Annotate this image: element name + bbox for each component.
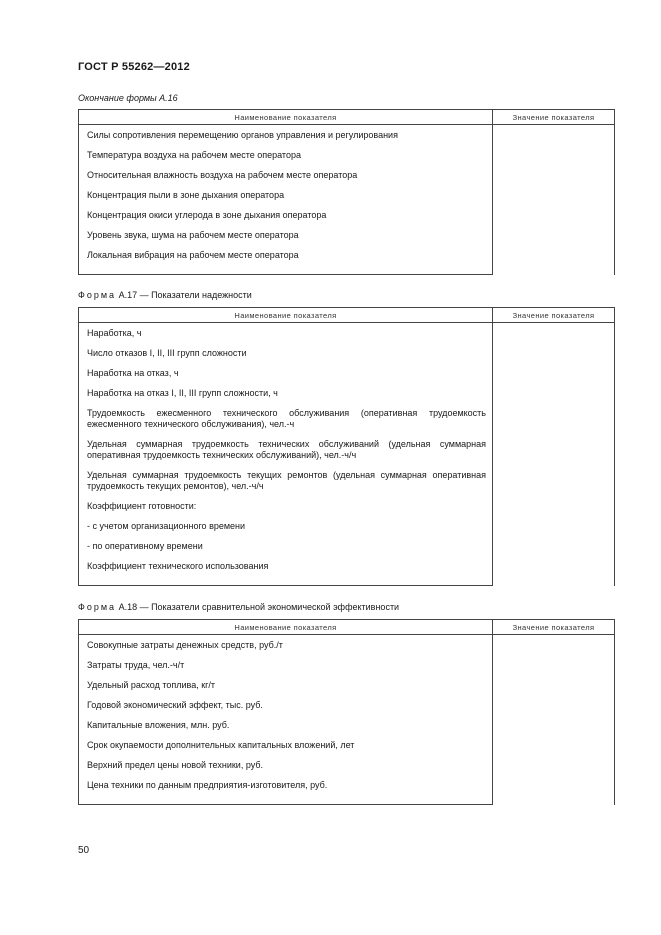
table-row xyxy=(79,125,615,151)
indicator-name: Коэффициент технического использования xyxy=(79,561,493,586)
table3-header-name: Наименование показателя xyxy=(79,620,493,635)
indicator-name: Совокупные затраты денежных средств, руб./т xyxy=(79,635,493,661)
table2-header-value: Значение показателя xyxy=(493,308,615,323)
form-label: Форма xyxy=(78,602,117,612)
indicator-name: Наработка на отказ I, II, III групп сложности, ч xyxy=(79,388,493,408)
indicator-name: Число отказов I, II, III групп сложности xyxy=(79,348,493,368)
indicator-name: Годовой экономический эффект, тыс. руб. xyxy=(79,700,493,720)
table3-caption xyxy=(78,602,399,612)
indicator-name: Верхний предел цены новой техники, руб. xyxy=(79,760,493,780)
indicator-value-cell xyxy=(493,635,615,805)
table1-header-name: Наименование показателя xyxy=(79,110,493,125)
indicator-name: Трудоемкость ежесменного технического обслуживания (оперативная трудоемкость ежесменного технического обслуживания), чел.-ч xyxy=(79,408,493,439)
indicator-name: Срок окупаемости дополнительных капитальных вложений, лет xyxy=(79,740,493,760)
standard-code: ГОСТ Р 55262—2012 xyxy=(78,61,190,73)
table-row xyxy=(79,635,615,661)
table1-header-value: Значение показателя xyxy=(493,110,615,125)
indicator-name: Температура воздуха на рабочем месте оператора xyxy=(79,150,493,170)
page-number: 50 xyxy=(78,845,90,856)
indicator-name: Наработка на отказ, ч xyxy=(79,368,493,388)
indicator-name: Концентрация окиси углерода в зоне дыхания оператора xyxy=(79,210,493,230)
indicator-name: Локальная вибрация на рабочем месте оператора xyxy=(79,250,493,275)
indicator-name: Удельная суммарная трудоемкость текущих ремонтов (удельная суммарная оперативная трудоемкость текущих ремонтов), чел.-ч/ч xyxy=(79,470,493,501)
indicator-name: Удельный расход топлива, кг/т xyxy=(79,680,493,700)
indicator-name: Удельная суммарная трудоемкость технических обслуживаний (удельная суммарная оперативная трудоемкость технических обслуживаний), чел.-ч/ч xyxy=(79,439,493,470)
indicator-name: Затраты труда, чел.-ч/т xyxy=(79,660,493,680)
indicator-value-cell xyxy=(493,323,615,586)
table2-header-name: Наименование показателя xyxy=(79,308,493,323)
indicator-name: Силы сопротивления перемещению органов управления и регулирования xyxy=(79,125,493,151)
form-title: А.18 — Показатели сравнительной экономической эффективности xyxy=(118,602,400,612)
table2-caption xyxy=(78,290,252,300)
table3 xyxy=(78,619,615,805)
indicator-name: - с учетом организационного времени xyxy=(79,521,493,541)
table1-caption: Окончание формы А.16 xyxy=(78,93,178,103)
indicator-name: Концентрация пыли в зоне дыхания оператора xyxy=(79,190,493,210)
indicator-name: Цена техники по данным предприятия-изготовителя, руб. xyxy=(79,780,493,805)
table-row xyxy=(79,323,615,349)
indicator-name: Капитальные вложения, млн. руб. xyxy=(79,720,493,740)
indicator-name: Коэффициент готовности: xyxy=(79,501,493,521)
indicator-name: - по оперативному времени xyxy=(79,541,493,561)
indicator-name: Наработка, ч xyxy=(79,323,493,349)
form-label: Форма xyxy=(78,290,117,300)
indicator-name: Относительная влажность воздуха на рабочем месте оператора xyxy=(79,170,493,190)
table3-header-value: Значение показателя xyxy=(493,620,615,635)
indicator-value-cell xyxy=(493,125,615,275)
table1 xyxy=(78,109,615,275)
indicator-name: Уровень звука, шума на рабочем месте оператора xyxy=(79,230,493,250)
table2 xyxy=(78,307,615,586)
form-title: А.17 — Показатели надежности xyxy=(118,290,252,300)
